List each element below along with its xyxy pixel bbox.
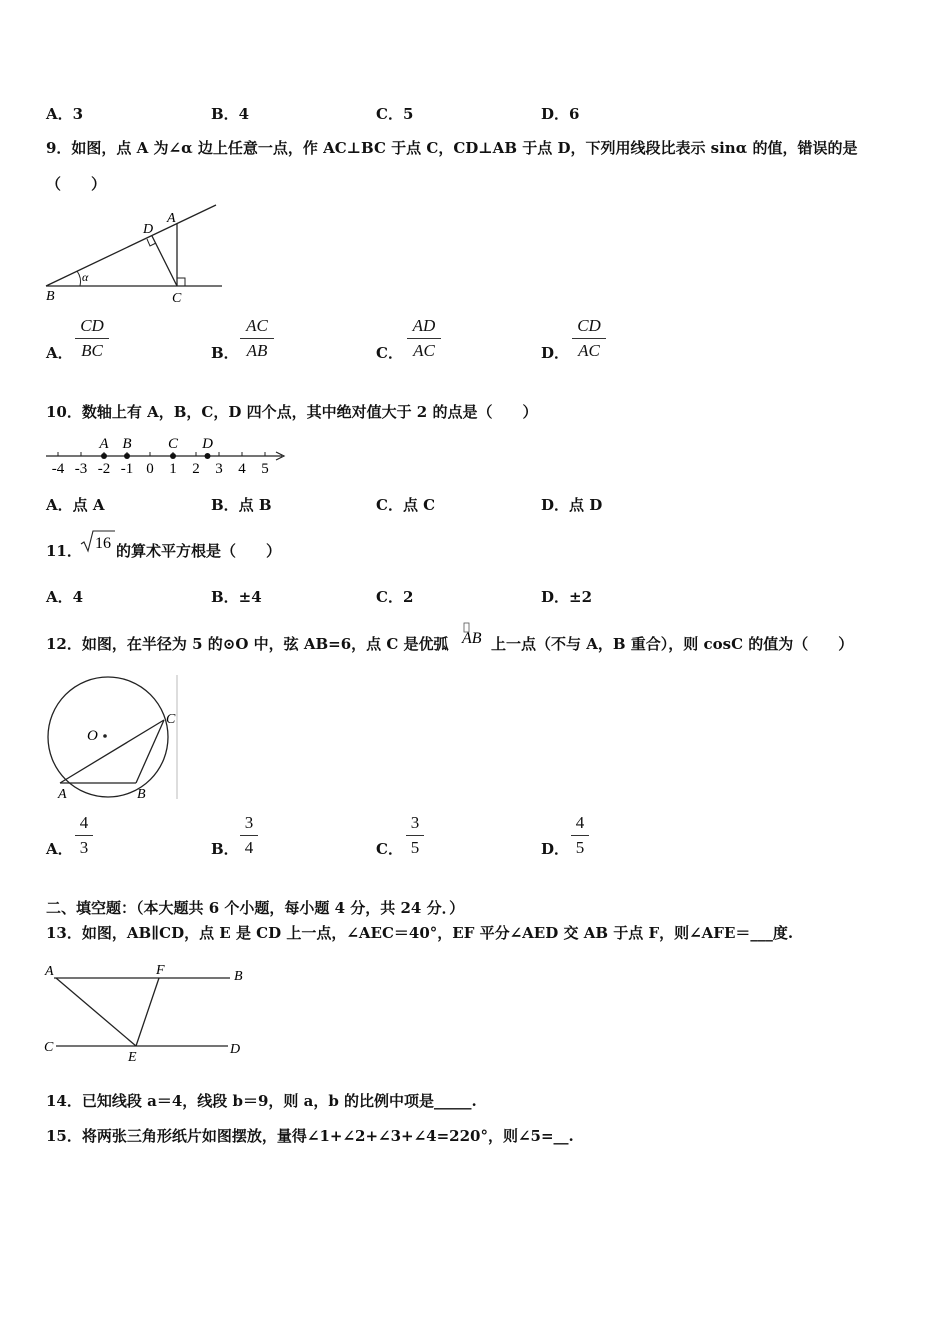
q10-option-c: C．点 C bbox=[376, 496, 436, 514]
q9-fraction-d-num: CD bbox=[572, 316, 606, 339]
q13-figure bbox=[42, 960, 252, 1064]
q9-option-c: C． bbox=[376, 344, 403, 362]
number-line-point-label-c: C bbox=[167, 436, 179, 452]
q11-option-b: B．±4 bbox=[211, 588, 262, 606]
q12-fraction-a bbox=[75, 813, 93, 858]
number-line-tick-label: -4 bbox=[51, 461, 65, 477]
q13-label-d: D bbox=[230, 1042, 241, 1057]
q12-option-d: D． bbox=[541, 840, 570, 858]
q10-number-line bbox=[44, 432, 288, 478]
q11-sqrt bbox=[80, 528, 116, 554]
q10-stem: 10．数轴上有 A，B，C，D 四个点，其中绝对值大于 2 的点是（ ） bbox=[46, 403, 538, 421]
number-line-tick-label: 1 bbox=[169, 461, 177, 477]
q11-radicand: 16 bbox=[95, 535, 111, 552]
q11-option-c: C．2 bbox=[376, 588, 414, 606]
q9-fraction-c bbox=[407, 316, 441, 361]
q12-arc-ab bbox=[459, 622, 491, 648]
q12-fraction-b-den: 4 bbox=[244, 838, 254, 857]
number-line-tick-label: 3 bbox=[215, 461, 223, 477]
number-line-tick-label: 2 bbox=[192, 461, 200, 477]
q12-figure bbox=[42, 675, 180, 803]
number-line-tick-label: 4 bbox=[238, 461, 246, 477]
number-line-tick-label: 5 bbox=[261, 461, 269, 477]
q10-option-b: B．点 B bbox=[211, 496, 272, 514]
q12-label-a: A bbox=[58, 787, 67, 802]
q9-option-b: B． bbox=[211, 344, 239, 362]
q9-fraction-d bbox=[572, 316, 606, 361]
q12-stem-a: 12．如图，在半径为 5 的⊙O 中，弦 AB=6，点 C 是优弧 bbox=[46, 635, 449, 653]
q9-fraction-a-num: CD bbox=[75, 316, 109, 339]
q9-label-b: B bbox=[46, 289, 55, 304]
q9-fraction-a bbox=[75, 316, 109, 361]
q9-fraction-c-num: AD bbox=[407, 316, 441, 339]
q9-figure bbox=[44, 202, 226, 306]
q12-fraction-b bbox=[240, 813, 258, 858]
q11-stem-rest: 的算术平方根是（ ） bbox=[116, 542, 282, 560]
q9-fraction-b-den: AB bbox=[246, 341, 268, 360]
number-line-tick-label: -3 bbox=[74, 461, 88, 477]
q10-option-d: D．点 D bbox=[541, 496, 603, 514]
q9-option-d: D． bbox=[541, 344, 570, 362]
q9-option-a: A． bbox=[46, 344, 73, 362]
q13-label-a: A bbox=[45, 964, 54, 979]
section-2-heading: 二、填空题：（本大题共 6 个小题，每小题 4 分，共 24 分．） bbox=[46, 899, 465, 917]
q12-fraction-d-num: 4 bbox=[571, 813, 589, 836]
q12-fraction-d-den: 5 bbox=[575, 838, 585, 857]
q12-option-c: C． bbox=[376, 840, 403, 858]
q12-fraction-b-num: 3 bbox=[240, 813, 258, 836]
q12-option-a: A． bbox=[46, 840, 73, 858]
q13-label-b: B bbox=[234, 969, 243, 984]
q12-stem-b: 上一点（不与 A，B 重合），则 cosC 的值为（ ） bbox=[491, 635, 854, 653]
q9-paren: （ ） bbox=[46, 175, 107, 193]
q12-fraction-c-num: 3 bbox=[406, 813, 424, 836]
q12-fraction-c-den: 5 bbox=[410, 838, 420, 857]
number-line-tick-label: 0 bbox=[146, 461, 154, 477]
q12-option-b: B． bbox=[211, 840, 239, 858]
q14-stem: 14．已知线段 a＝4，线段 b＝9，则 a，b 的比例中项是_____. bbox=[46, 1092, 477, 1110]
number-line-point-c bbox=[170, 453, 176, 459]
q9-fraction-a-den: BC bbox=[81, 341, 103, 360]
q8-option-c: C．5 bbox=[376, 105, 414, 123]
q12-arc-label: AB bbox=[462, 630, 482, 647]
q13-label-c: C bbox=[44, 1040, 54, 1055]
number-line-point-a bbox=[101, 453, 107, 459]
number-line-point-d bbox=[205, 453, 211, 459]
q10-option-a: A．点 A bbox=[46, 496, 105, 514]
q9-stem: 9．如图，点 A 为∠α 边上任意一点，作 AC⊥BC 于点 C，CD⊥AB 于点 D，下列用线段比表示 sinα 的值，错误的是 bbox=[46, 139, 858, 157]
q8-option-d: D．6 bbox=[541, 105, 580, 123]
q9-label-c: C bbox=[172, 291, 182, 306]
q9-fraction-b-num: AC bbox=[240, 316, 274, 339]
q9-fraction-d-den: AC bbox=[578, 341, 600, 360]
q12-label-o: O bbox=[87, 728, 98, 744]
q12-label-b: B bbox=[137, 787, 146, 802]
number-line-point-label-b: B bbox=[122, 436, 132, 452]
q13-stem: 13．如图，AB∥CD，点 E 是 CD 上一点，∠AEC＝40°，EF 平分∠AED 交 AB 于点 F，则∠AFE＝___度. bbox=[46, 924, 794, 942]
number-line-point-label-a: A bbox=[99, 436, 109, 452]
q12-fraction-c bbox=[406, 813, 424, 858]
q11-number: 11． bbox=[46, 542, 82, 560]
q9-label-alpha: α bbox=[82, 270, 89, 284]
q12-fraction-a-den: 3 bbox=[79, 838, 89, 857]
number-line-tick-label: -1 bbox=[120, 461, 134, 477]
q11-option-a: A．4 bbox=[46, 588, 84, 606]
q8-option-a: A．3 bbox=[46, 105, 84, 123]
q9-label-a: A bbox=[167, 211, 176, 226]
q9-fraction-b bbox=[240, 316, 274, 361]
q12-fraction-a-num: 4 bbox=[75, 813, 93, 836]
q9-label-d: D bbox=[143, 222, 154, 237]
number-line-tick-label: -2 bbox=[97, 461, 111, 477]
q12-fraction-d bbox=[571, 813, 589, 858]
q12-label-c: C bbox=[166, 712, 176, 727]
q9-fraction-c-den: AC bbox=[413, 341, 435, 360]
q13-label-e: E bbox=[128, 1050, 137, 1064]
q13-label-f: F bbox=[156, 963, 165, 978]
q8-option-b: B．4 bbox=[211, 105, 250, 123]
number-line-point-b bbox=[124, 453, 130, 459]
q11-option-d: D．±2 bbox=[541, 588, 593, 606]
number-line-point-label-d: D bbox=[202, 436, 213, 452]
q15-stem: 15．将两张三角形纸片如图摆放，量得∠1+∠2+∠3+∠4=220°，则∠5=__. bbox=[46, 1127, 574, 1145]
